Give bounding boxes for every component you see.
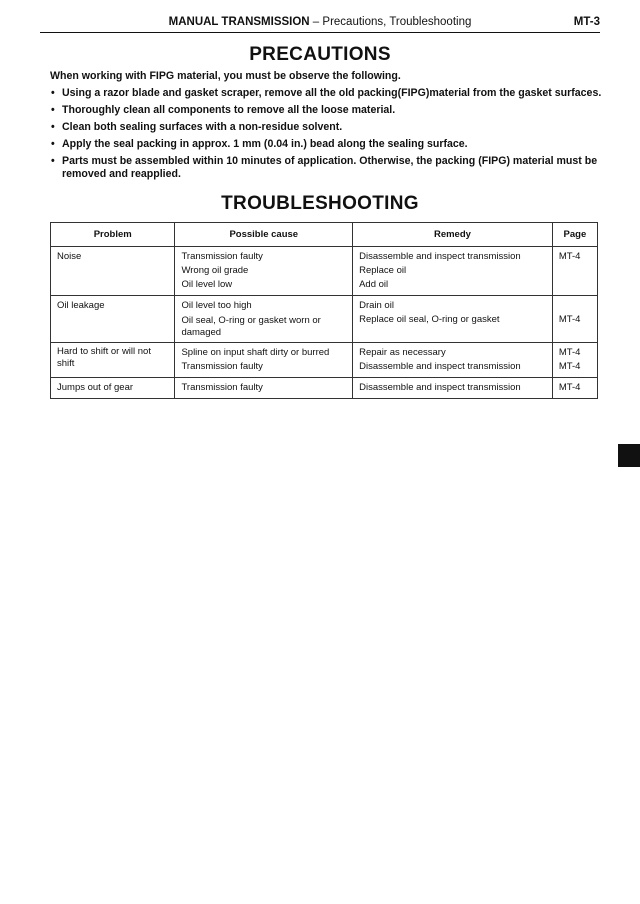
problem-cell: Noise bbox=[51, 247, 175, 296]
precaution-item: • Clean both sealing surfaces with a non-residue solvent. bbox=[50, 121, 610, 134]
cause-cell: Transmission faulty Wrong oil grade Oil level low bbox=[175, 247, 353, 296]
remedy-cell: Drain oil Replace oil seal, O-ring or gasket bbox=[353, 296, 553, 343]
table-row bbox=[51, 343, 598, 378]
troubleshooting-title: TROUBLESHOOTING bbox=[221, 193, 419, 214]
problem-cell: Hard to shift or will not shift bbox=[51, 343, 175, 378]
problem-cell: Oil leakage bbox=[51, 296, 175, 343]
table-row bbox=[51, 378, 598, 399]
problem-cell: Jumps out of gear bbox=[51, 378, 175, 399]
remedy-cell: Disassemble and inspect transmission Replace oil Add oil bbox=[353, 247, 553, 296]
header-title bbox=[40, 16, 600, 28]
table-row bbox=[51, 296, 598, 343]
header-section: MANUAL TRANSMISSION bbox=[168, 16, 310, 28]
table-header-row bbox=[51, 223, 598, 247]
precautions-list bbox=[50, 87, 610, 185]
header-remedy: Remedy bbox=[353, 223, 553, 247]
header-page-code: MT-3 bbox=[573, 16, 600, 28]
precautions-title: PRECAUTIONS bbox=[249, 44, 391, 65]
troubleshooting-table bbox=[50, 222, 598, 399]
cause-cell: Transmission faulty bbox=[175, 378, 353, 399]
cause-cell: Oil level too high Oil seal, O-ring or gasket worn or damaged bbox=[175, 296, 353, 343]
precaution-item: • Using a razor blade and gasket scraper, remove all the old packing(FIPG)material from the gasket surfaces. bbox=[50, 87, 610, 100]
header-subtitle: Precautions, Troubleshooting bbox=[322, 16, 472, 28]
remedy-cell: Repair as necessary Disassemble and inspect transmission bbox=[353, 343, 553, 378]
header-dash: – bbox=[309, 16, 323, 28]
page-cell: MT-4 bbox=[552, 296, 597, 343]
header-possible-cause: Possible cause bbox=[175, 223, 353, 247]
page-header bbox=[40, 14, 600, 33]
precautions-intro: When working with FIPG material, you must be observe the following. bbox=[50, 70, 401, 82]
page-cell: MT-4 bbox=[552, 247, 597, 296]
precaution-item: • Apply the seal packing in approx. 1 mm (0.04 in.) bead along the sealing surface. bbox=[50, 138, 610, 151]
cause-cell: Spline on input shaft dirty or burred Transmission faulty bbox=[175, 343, 353, 378]
header-problem: Problem bbox=[51, 223, 175, 247]
page-cell: MT-4 MT-4 bbox=[552, 343, 597, 378]
remedy-cell: Disassemble and inspect transmission bbox=[353, 378, 553, 399]
header-page: Page bbox=[552, 223, 597, 247]
precaution-item: • Thoroughly clean all components to remove all the loose material. bbox=[50, 104, 610, 117]
page-cell: MT-4 bbox=[552, 378, 597, 399]
precaution-item: • Parts must be assembled within 10 minutes of application. Otherwise, the packing (FIPG) material must be removed and reapplied. bbox=[50, 155, 610, 181]
table-row bbox=[51, 247, 598, 296]
section-thumb-tab bbox=[618, 444, 640, 467]
